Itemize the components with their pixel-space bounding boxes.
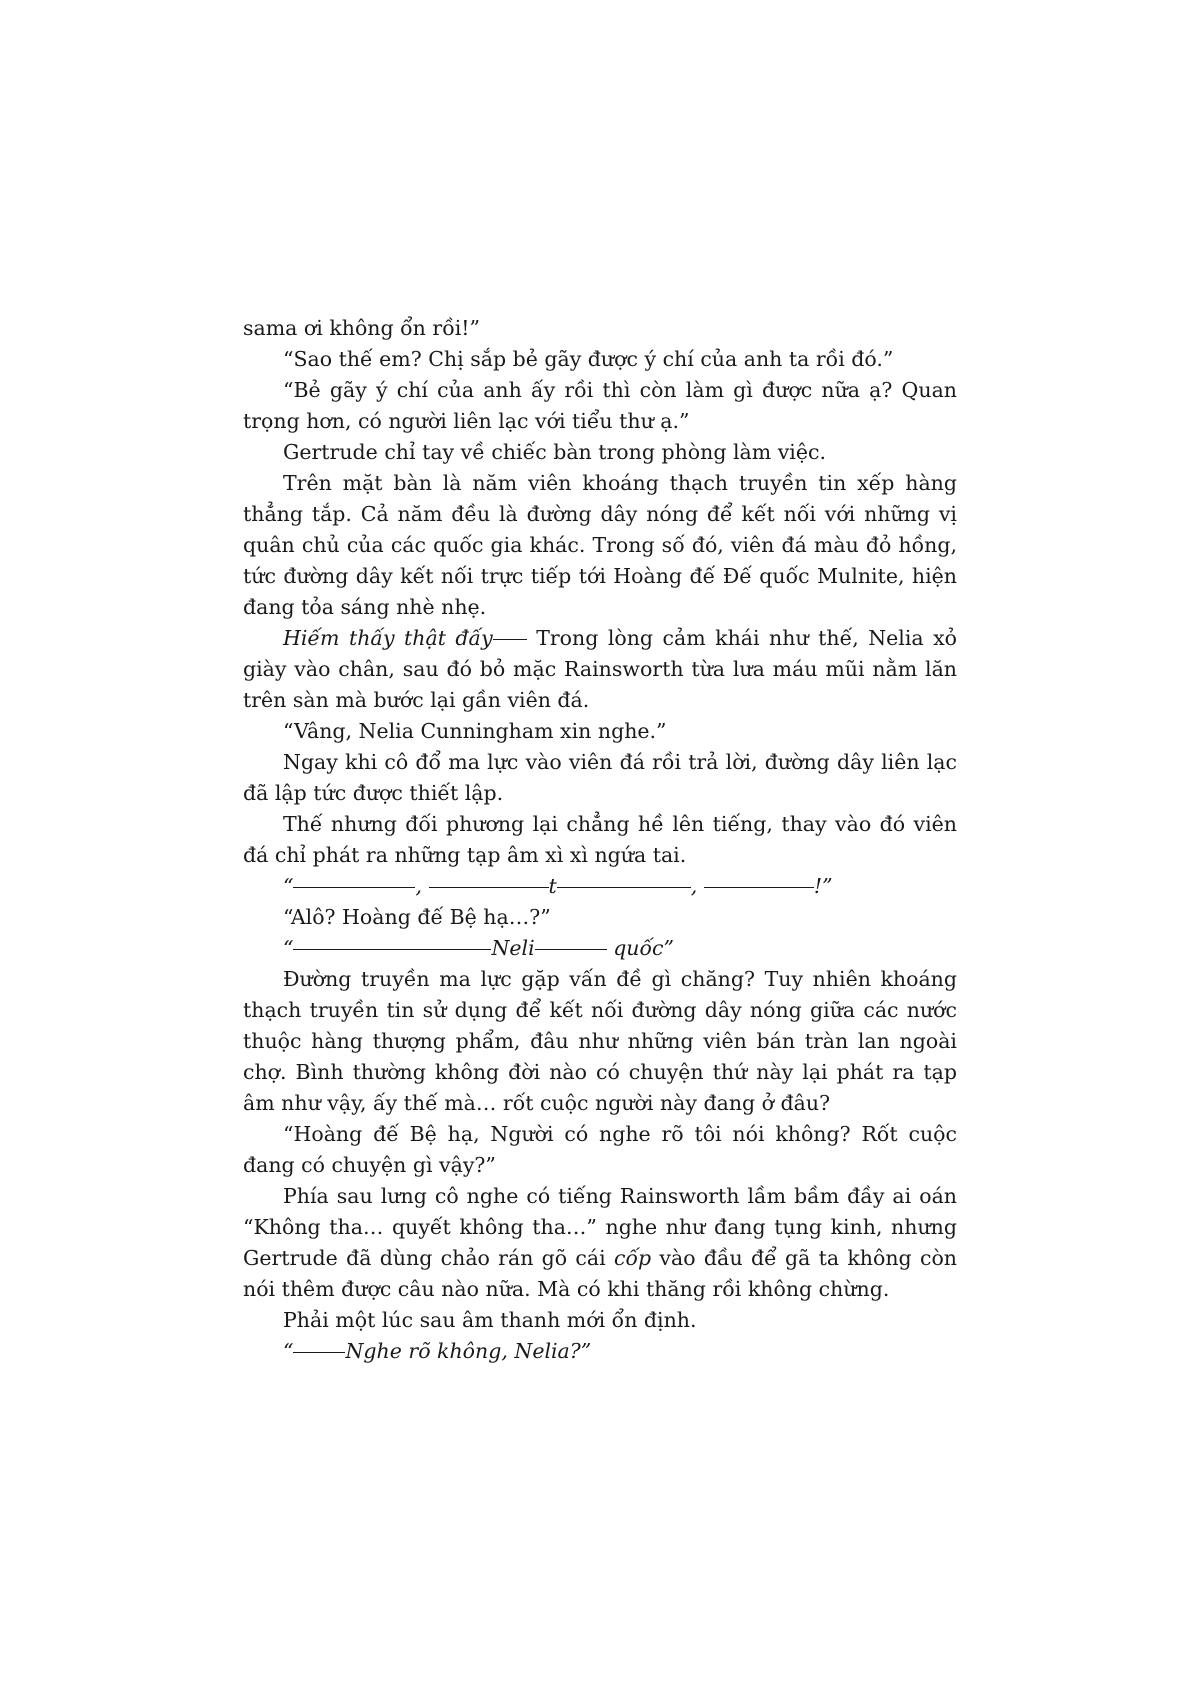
- static-dash: [704, 887, 814, 888]
- static-fragment: quốc”: [606, 936, 675, 960]
- paragraph-11: “Alô? Hoàng đế Bệ hạ…?”: [283, 905, 551, 929]
- paragraph-7: “Vâng, Nelia Cunningham xin nghe.”: [283, 719, 667, 743]
- paragraph-8: Ngay khi cô đổ ma lực vào viên đá rồi trả lời, đường dây liên lạc đã lập tức được thiết lập.: [243, 750, 957, 805]
- static-fragment: t: [548, 874, 557, 898]
- paragraph-15-end: vào đầu để gã ta không còn nói thêm được câu nào nữa. Mà có khi thăng rồi không chừng.: [243, 1246, 957, 1301]
- paragraph-5: Trên mặt bàn là năm viên khoáng thạch truyền tin xếp hàng thẳng tắp. Cả năm đều là đường dây nóng để kết nối với những vị quân chủ của các quốc gia khác. Trong số đó, viên đá màu đỏ hồng, tức đường dây kết nối trực tiếp tới Hoàng đế Đế quốc Mulnite, hiện đang tỏa sáng nhè nhẹ.: [243, 471, 957, 619]
- static-dash: [535, 949, 607, 950]
- paragraph-6: [243, 623, 957, 716]
- paragraph-13: Đường truyền ma lực gặp vấn đề gì chăng? Tuy nhiên khoáng thạch truyền tin sử dụng để kết nối đường dây nóng giữa các nước thuộc hàng thượng phẩm, đâu như những viên bán tràn lan ngoài chợ. Bình thường không đời nào có chuyện thứ này lại phát ra tạp âm như vậy, ấy thế mà… rốt cuộc người này đang ở đâu?: [243, 967, 957, 1115]
- paragraph-16: Phải một lúc sau âm thanh mới ổn định.: [283, 1308, 697, 1332]
- final-dialogue: Nghe rõ không, Nelia?”: [345, 1339, 592, 1363]
- open-quote: “: [283, 1339, 294, 1363]
- static-line-2: [243, 933, 957, 964]
- final-line: [243, 1336, 957, 1367]
- paragraph-9: Thế nhưng đối phương lại chẳng hề lên tiếng, thay vào đó viên đá chỉ phát ra những tạp âm xì xì ngứa tai.: [243, 812, 957, 867]
- open-quote: “: [283, 874, 294, 898]
- static-dash: [429, 887, 549, 888]
- italic-thought: Hiếm thấy thật đấy: [283, 626, 493, 650]
- comma: ,: [415, 874, 429, 898]
- static-dash: [293, 887, 415, 888]
- paragraph-3: “Bẻ gãy ý chí của anh ấy rồi thì còn làm gì được nữa ạ? Quan trọng hơn, có người liên lạc với tiểu thư ạ.”: [243, 378, 957, 433]
- paragraph-14: “Hoàng đế Bệ hạ, Người có nghe rõ tôi nói không? Rốt cuộc đang có chuyện gì vậy?”: [243, 1122, 957, 1177]
- static-dash: [557, 887, 691, 888]
- em-dash: [293, 1352, 345, 1353]
- onomatopoeia: cốp: [613, 1246, 652, 1270]
- paragraph-1: sama ơi không ổn rồi!”: [243, 316, 481, 340]
- static-dash: [293, 949, 491, 950]
- comma: ,: [690, 874, 704, 898]
- static-line-1: [243, 871, 957, 902]
- paragraph-15-start: Phía sau lưng cô nghe có tiếng Rainsworth lầm bầm đầy ai oán “Không tha… quyết không tha…” nghe như đang tụng kinh, nhưng Gertrude đã dùng chảo rán gõ cái: [243, 1184, 957, 1270]
- paragraph-15: [243, 1181, 957, 1305]
- body-text: [243, 313, 957, 1367]
- static-fragment: Neli: [491, 936, 535, 960]
- paragraph-6-rest: Trong lòng cảm khái như thế, Nelia xỏ giày vào chân, sau đó bỏ mặc Rainsworth từa lưa máu mũi nằm lăn trên sàn mà bước lại gần viên đá.: [243, 626, 957, 712]
- open-quote: “: [283, 936, 294, 960]
- paragraph-4: Gertrude chỉ tay về chiếc bàn trong phòng làm việc.: [283, 440, 826, 464]
- close-quote: !”: [813, 874, 833, 898]
- em-dash: [493, 639, 527, 640]
- paragraph-2: “Sao thế em? Chị sắp bẻ gãy được ý chí của anh ta rồi đó.”: [283, 347, 894, 371]
